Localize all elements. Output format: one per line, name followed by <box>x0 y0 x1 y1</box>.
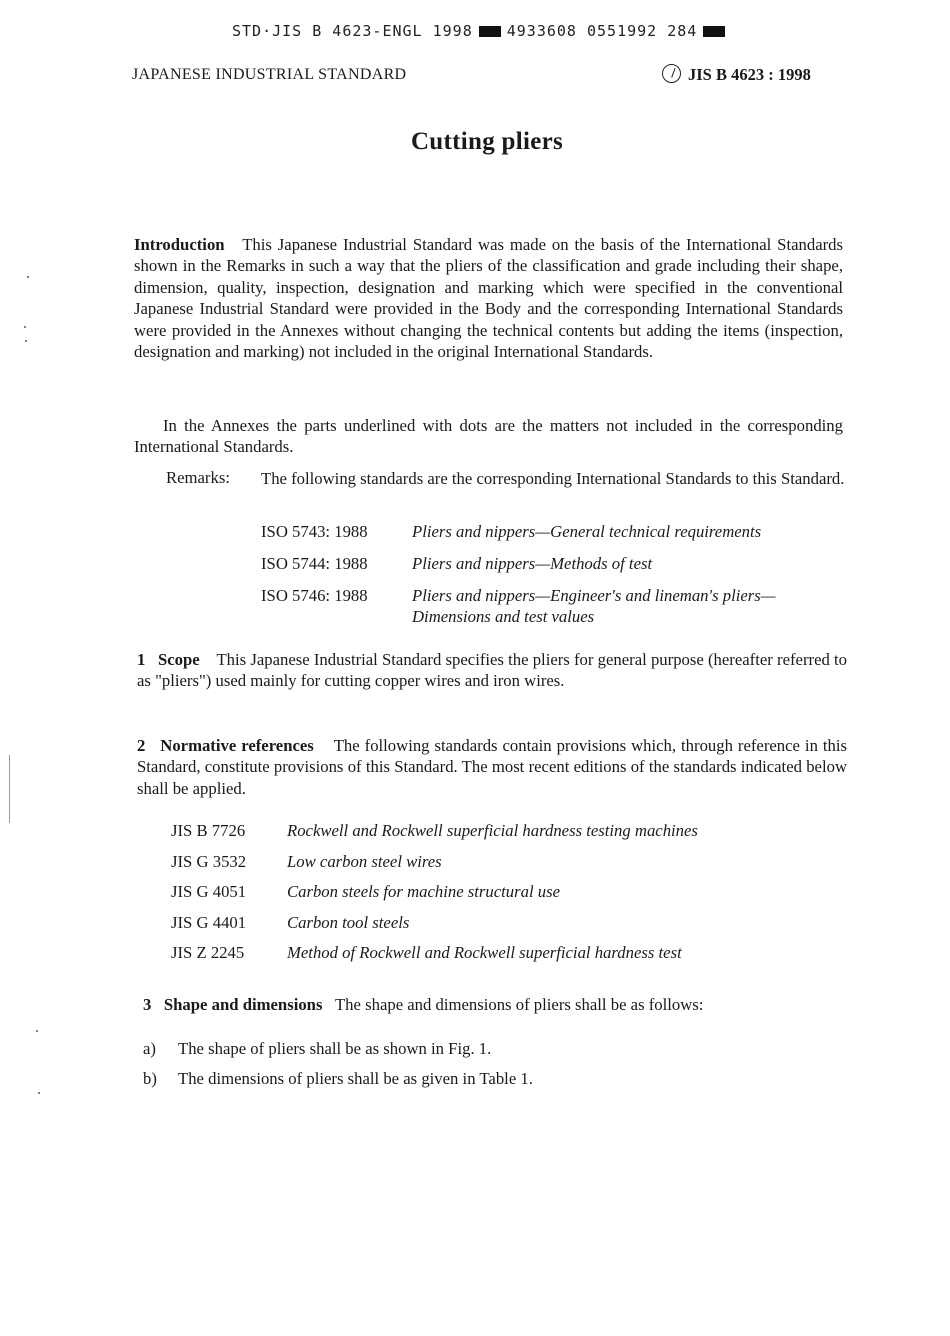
list-item-text: The shape of pliers shall be as shown in Fig. 1. <box>178 1039 492 1058</box>
standard-number <box>662 64 811 85</box>
reference-code: JIS G 4401 <box>171 913 247 932</box>
section-text: This Japanese Industrial Standard specifies the pliers for general purpose (hereafter referred to as "pliers") used mainly for cutting copper wires and iron wires. <box>137 650 847 691</box>
section-heading: Normative references <box>160 736 314 755</box>
iso-title: Pliers and nippers—Methods of test <box>412 554 653 573</box>
remarks-label: Remarks: <box>166 468 230 487</box>
standard-org-label: JAPANESE INDUSTRIAL STANDARD <box>132 66 407 83</box>
iso-code: ISO 5744: 1988 <box>261 554 368 573</box>
iso-title: Pliers and nippers—Engineer's and lineman's pliers—Dimensions and test values <box>412 586 776 627</box>
list-item-text: The dimensions of pliers shall be as given in Table 1. <box>178 1069 533 1088</box>
list-item-key: b) <box>143 1069 157 1088</box>
reference-title: Method of Rockwell and Rockwell superficial hardness test <box>287 943 682 962</box>
reference-code: JIS B 7726 <box>171 821 246 840</box>
section-scope <box>137 649 847 692</box>
standard-year: : 1998 <box>768 65 811 84</box>
scan-speck <box>27 276 29 278</box>
section-heading: Scope <box>157 650 200 669</box>
remarks-text: The following standards are the corresponding International Standards to this Standard. <box>261 469 845 488</box>
jis-mark-icon <box>662 64 681 83</box>
section-normative-references <box>137 735 847 799</box>
section-shape-dimensions <box>143 994 703 1015</box>
reference-title: Rockwell and Rockwell superficial hardness testing machines <box>287 821 698 840</box>
reference-title: Carbon steels for machine structural use <box>287 882 561 901</box>
introduction-paragraph <box>134 234 843 362</box>
reference-code: JIS G 4051 <box>171 882 247 901</box>
scan-edge-line <box>9 755 10 823</box>
iso-title: Pliers and nippers—General technical requirements <box>412 522 762 541</box>
scan-header-strip <box>232 22 731 40</box>
section-heading: Shape and dimensions <box>163 995 323 1014</box>
section-number: 2 <box>137 736 146 755</box>
section-text: The following standards contain provisions which, through reference in this Standard, constitute provisions of this Standard. The most recent editions of the standards indicated below shall be applied. <box>137 736 847 798</box>
introduction-paragraph-2: In the Annexes the parts underlined with dots are the matters not included in the corresponding International Standards. <box>134 416 843 457</box>
scan-header-part1: STD·JIS B 4623-ENGL 1998 <box>232 22 473 40</box>
introduction-heading: Introduction <box>134 235 225 254</box>
iso-code: ISO 5746: 1988 <box>261 586 368 605</box>
list-item-key: a) <box>143 1039 156 1058</box>
reference-title: Low carbon steel wires <box>287 852 442 871</box>
standard-code: JIS B 4623 <box>688 65 765 84</box>
reference-title: Carbon tool steels <box>287 913 410 932</box>
scan-speck <box>24 326 26 328</box>
reference-code: JIS G 3532 <box>171 852 247 871</box>
reference-code: JIS Z 2245 <box>171 943 245 962</box>
document-title: Cutting pliers <box>410 128 564 155</box>
section-number: 3 <box>143 995 152 1014</box>
section-text: The shape and dimensions of pliers shall be as follows: <box>334 995 704 1014</box>
introduction-text: This Japanese Industrial Standard was made on the basis of the International Standards shown in the Remarks in such a way that the pliers of the classification and grade including their shape, dimension, quality, inspection, designation and marking which were specified in the conventional Japanese Industrial Standard were provided in the Body and the corresponding International Standards were provided in the Annexes without changing the technical contents but adding the items (inspection, designation and marking) not included in the original International Standards. <box>134 235 843 362</box>
scan-speck <box>36 1030 38 1032</box>
scan-speck <box>25 340 27 342</box>
scan-block-mark <box>479 26 501 37</box>
scan-header-part2: 4933608 0551992 284 <box>506 22 698 40</box>
scan-block-mark <box>703 26 725 37</box>
section-number: 1 <box>137 650 146 669</box>
iso-code: ISO 5743: 1988 <box>261 522 368 541</box>
scan-speck <box>38 1092 40 1094</box>
